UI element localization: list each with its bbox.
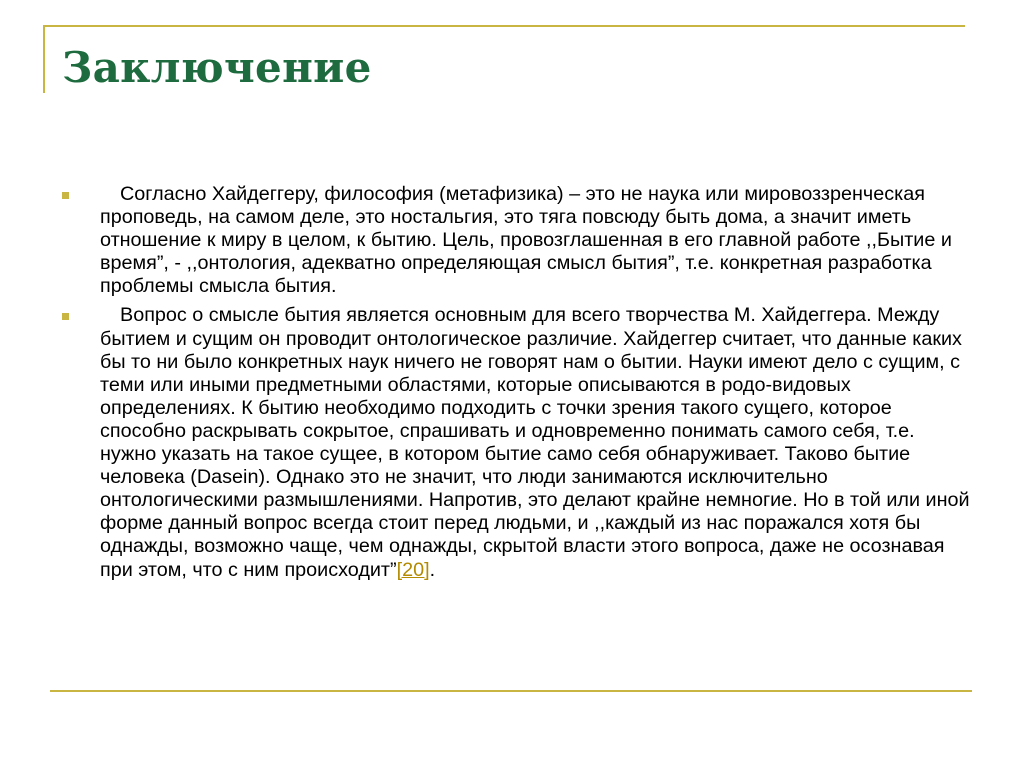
- bottom-divider: [50, 690, 972, 692]
- square-bullet-icon: [62, 192, 69, 199]
- slide-title: Заключение: [62, 43, 372, 92]
- bullet-item: [58, 183, 973, 298]
- left-accent-bar: [43, 25, 45, 93]
- paragraph-heidegger-philosophy: Согласно Хайдеггеру, философия (метафизика) – это не наука или мировоззренческая проповедь, на самом деле, это ностальгия, это тяга повсюду быть дома, а значит иметь отношение к миру в целом, к бытию. Цель, провозглашенная в его главной работе ,,Бытие и время”, - ,,онтология, адекватно определяющая смысл бытия”, т.е. конкретная разработка проблемы смысла бытия.: [100, 183, 952, 298]
- footnote-link[interactable]: [20]: [396, 558, 430, 581]
- paragraph-text: Вопрос о смысле бытия является основным для всего творчества М. Хайдеггера. Между бытием и сущим он проводит онтологическое различие. Хайдеггер считает, что данные каких бы то ни было конкретных наук ничего не говорят нам о бытии. Науки имеют дело с сущим, с теми или иными предметными областями, которые описываются в родо-видовых определениях. К бытию необходимо подходить с точки зрения такого сущего, которое способно раскрывать сокрытое, спрашивать и одновременно понимать самого себя, т.е. нужно указать на такое сущее, в котором бытие само себя обнаруживает. Таково бытие человека (Dasein). Однако это не значит, что люди занимаются исключительно онтологическими размышлениями. Напротив, это делают крайне немногие. Но в той или иной форме данный вопрос всегда стоит перед людьми, и ,,каждый из нас поражался хотя бы однажды, возможно чаще, чем однажды, скрытой власти этого вопроса, даже не осознавая при этом, что с ним происходит”: [100, 304, 970, 581]
- bullet-item: [58, 304, 973, 581]
- bullet-list: [58, 183, 973, 588]
- top-divider: [43, 25, 965, 27]
- paragraph-question-of-being: [100, 304, 973, 581]
- square-bullet-icon: [62, 313, 69, 320]
- paragraph-end-punctuation: .: [429, 558, 436, 581]
